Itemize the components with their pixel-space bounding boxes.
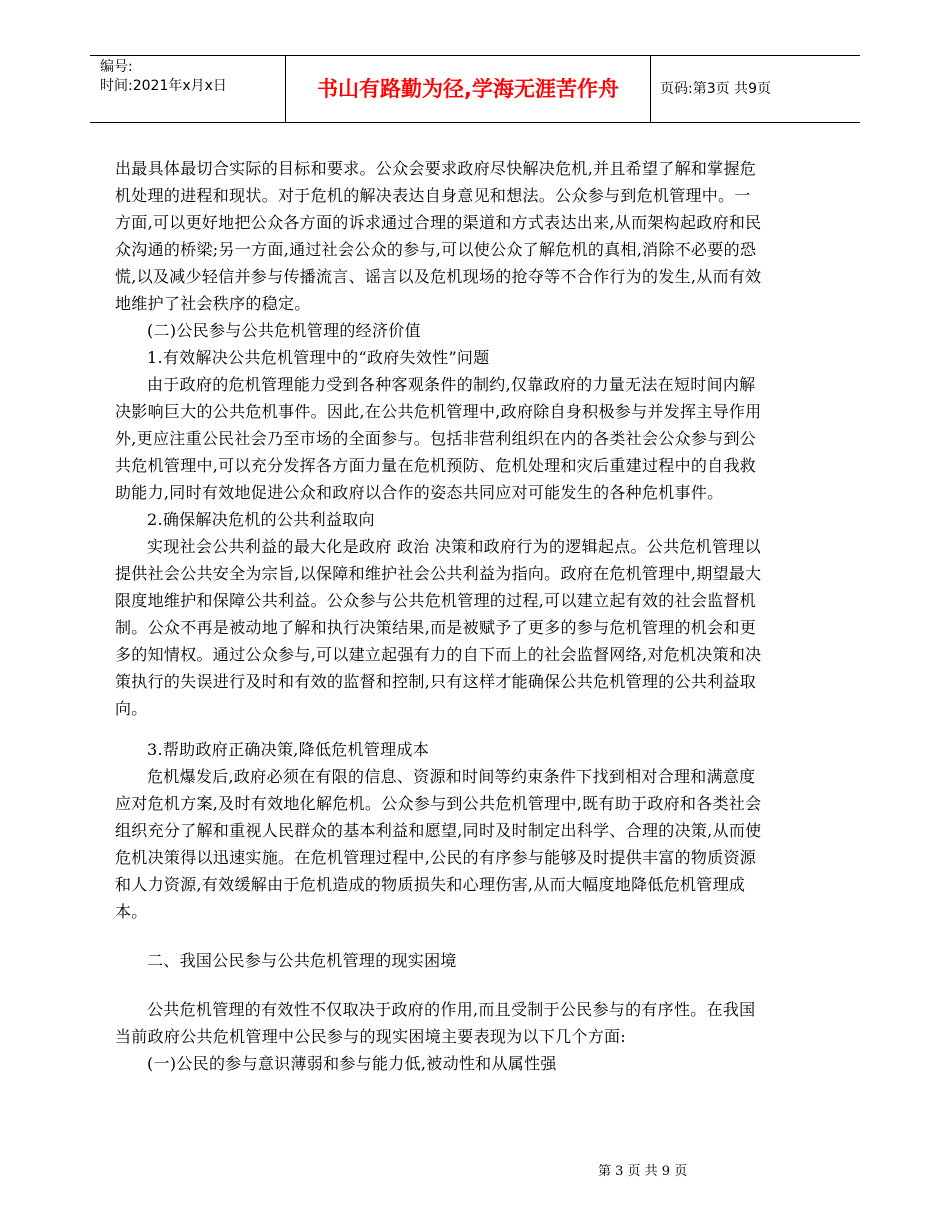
section-heading: (一)公民的参与意识薄弱和参与能力低,被动性和从属性强	[147, 1054, 557, 1073]
chapter-heading: 二、我国公民参与公共危机管理的现实困境	[147, 951, 457, 970]
body-paragraph: 公共危机管理的有效性不仅取决于政府的作用,而且受制于公民参与的有序性。在我国当前政府公共危机管理中公民参与的现实困境主要表现为以下几个方面:	[115, 1000, 756, 1046]
body-paragraph: 由于政府的危机管理能力受到各种客观条件的制约,仅靠政府的力量无法在短时间内解决影响巨大的公共危机事件。因此,在公共危机管理中,政府除自身积极参与并发挥主导作用外,更应注重公民社会乃至市场的全面参与。包括非营利组织在内的各类社会公众参与到公共危机管理中,可以充分发挥各方面力量在危机预防、危机处理和灾后重建过程中的自我救助能力,同时有效地促进公众和政府以合作的姿态共同应对可能发生的各种危机事件。	[115, 375, 762, 502]
header-motto: 书山有路勤为径,学海无涯苦作舟	[317, 77, 619, 101]
section-heading: (二)公民参与公共危机管理的经济价值	[147, 321, 421, 340]
body-paragraph: 危机爆发后,政府必须在有限的信息、资源和时间等约束条件下找到相对合理和满意度应对危机方案,及时有效地化解危机。公众参与到公共危机管理中,既有助于政府和各类社会组织充分了解和重视人民群众的基本利益和愿望,同时及时制定出科学、合理的决策,从而使危机决策得以迅速实施。在危机管理过程中,公民的有序参与能够及时提供丰富的物质资源和人力资源,有效缓解由于危机造成的物质损失和心理伤害,从而大幅度地降低危机管理成本。	[115, 767, 762, 921]
subsection-heading: 1.有效解决公共危机管理中的“政府失效性”问题	[147, 348, 490, 367]
body-paragraph: 出最具体最切合实际的目标和要求。公众会要求政府尽快解决危机,并且希望了解和掌握危机处理的进程和现状。对于危机的解决表达自身意见和想法。公众参与到危机管理中。一方面,可以更好地把公众各方面的诉求通过合理的渠道和方式表达出来,从而架构起政府和民众沟通的桥梁;另一方面,通过社会公众的参与,可以使公众了解危机的真相,消除不必要的恐慌,以及减少轻信并参与传播流言、谣言以及危机现场的抢夺等不合作行为的发生,从而有效地维护了社会秩序的稳定。	[115, 159, 762, 313]
document-body	[115, 155, 765, 1077]
paragraph-spacer	[115, 974, 765, 996]
subsection-heading: 2.确保解决危机的公共利益取向	[147, 510, 375, 529]
header-meta	[100, 58, 285, 96]
document-number-label: 编号:	[100, 59, 133, 75]
page-footer: 第 3 页 共 9 页	[598, 1164, 688, 1179]
header-divider	[650, 56, 651, 122]
subsection-heading: 3.帮助政府正确决策,降低危机管理成本	[147, 740, 430, 759]
paragraph-spacer	[115, 722, 765, 736]
paragraph-spacer	[115, 925, 765, 947]
header-page-info: 页码:第3页 共9页	[660, 81, 771, 97]
document-time-label: 时间:2021年x月x日	[100, 78, 227, 94]
page-header	[90, 55, 860, 123]
body-paragraph: 实现社会公共利益的最大化是政府 政治 决策和政府行为的逻辑起点。公共危机管理以提供社会公共安全为宗旨,以保障和维护社会公共利益为指向。政府在危机管理中,期望最大限度地维护和保障公共利益。公众参与公共危机管理的过程,可以建立起有效的社会监督机制。公众不再是被动地了解和执行决策结果,而是被赋予了更多的参与危机管理的机会和更多的知情权。通过公众参与,可以建立起强有力的自下而上的社会监督网络,对危机决策和决策执行的失误进行及时和有效的监督和控制,只有这样才能确保公共危机管理的公共利益取向。	[115, 537, 762, 718]
